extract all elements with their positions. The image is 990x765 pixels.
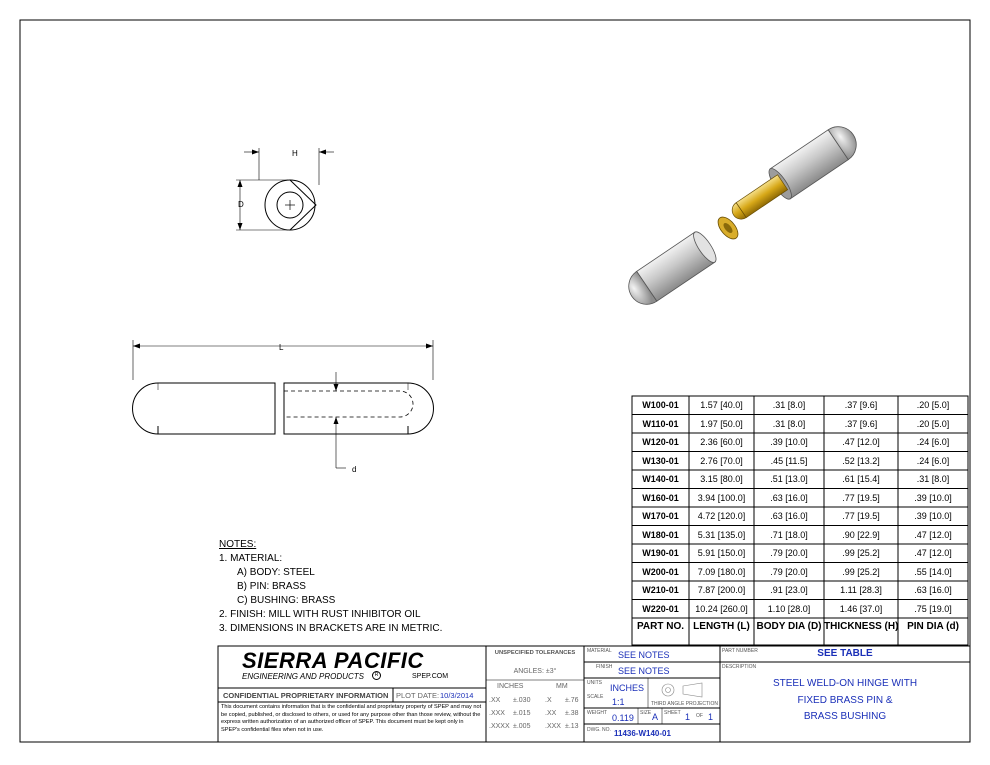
table-cell: 1.57 [40.0] xyxy=(700,400,743,410)
dim-small-d-label: d xyxy=(352,465,357,474)
plot-date-value: 10/3/2014 xyxy=(440,691,474,700)
note-line: C) BUSHING: BRASS xyxy=(237,595,336,606)
table-cell: 5.31 [135.0] xyxy=(697,529,746,540)
table-cell: .39 [10.0] xyxy=(770,437,808,447)
description-block xyxy=(720,676,970,726)
table-cell: .37 [9.6] xyxy=(844,400,878,410)
table-cell: W220-01 xyxy=(642,603,679,614)
table-cell: W110-01 xyxy=(642,418,679,429)
scale-value: 1:1 xyxy=(612,697,625,707)
table-cell: .55 [14.0] xyxy=(914,566,952,577)
table-cell: .47 [12.0] xyxy=(914,548,952,558)
company-subtitle: ENGINEERING AND PRODUCTS xyxy=(242,672,364,681)
table-header-cell: PIN DIA (d) xyxy=(907,621,959,632)
tolerance-cell: .XXX xyxy=(489,710,505,717)
sheet-value: 1 xyxy=(685,712,691,722)
material-label: MATERIAL xyxy=(587,648,612,654)
table-cell: .47 [12.0] xyxy=(914,529,952,540)
table-cell: W180-01 xyxy=(642,529,679,540)
table-cell: W210-01 xyxy=(642,585,679,595)
dim-h-label: H xyxy=(292,149,298,158)
table-cell: .37 [9.6] xyxy=(844,418,878,429)
confidential-text: This document contains information that is the confidential and proprietary property of SPEP and may not be copied, published, or disclosed to others, or used for any purpose other than those review, without the express written authorization of an authorized officer of SPEP. This document must be kept only in SPEP's confidential files when not in use. xyxy=(221,704,482,733)
table-cell: 7.09 [180.0] xyxy=(697,566,746,577)
size-label: SIZE xyxy=(640,710,652,716)
table-cell: 3.15 [80.0] xyxy=(700,474,743,484)
table-cell: .63 [16.0] xyxy=(914,585,952,595)
units-label: UNITS xyxy=(587,680,602,686)
table-cell: .52 [13.2] xyxy=(842,455,880,466)
unspecified-tolerances-label: UNSPECIFIED TOLERANCES xyxy=(494,650,576,656)
table-cell: W130-01 xyxy=(642,455,679,466)
table-cell: .77 [19.5] xyxy=(842,511,880,521)
finish-value: SEE NOTES xyxy=(618,666,670,676)
notes-block xyxy=(219,538,442,636)
table-header-cell: BODY DIA (D) xyxy=(756,621,822,632)
note-line: 2. FINISH: MILL WITH RUST INHIBITOR OIL xyxy=(219,609,421,620)
tolerance-cell: .XXX xyxy=(545,723,561,730)
description-line: FIXED BRASS PIN & xyxy=(797,694,893,706)
note-line: B) PIN: BRASS xyxy=(237,581,306,592)
dim-d-label: D xyxy=(238,200,244,209)
weight-value: 0.119 xyxy=(612,713,634,723)
note-line: 3. DIMENSIONS IN BRACKETS ARE IN METRIC. xyxy=(219,623,443,634)
registered-icon: R xyxy=(372,671,381,680)
dim-l-label: L xyxy=(279,343,284,352)
table-cell: .79 [20.0] xyxy=(770,548,808,558)
table-cell: .79 [20.0] xyxy=(770,566,808,577)
table-cell: .77 [19.5] xyxy=(842,492,880,503)
mm-label: MM xyxy=(556,683,568,690)
tolerance-cell: .XXXX xyxy=(489,723,510,730)
side-view xyxy=(133,340,434,468)
table-cell: .75 [19.0] xyxy=(914,603,952,614)
table-cell: .31 [8.0] xyxy=(916,474,950,484)
tolerance-cell: ±.015 xyxy=(513,710,531,717)
tolerance-cell: .X xyxy=(545,697,552,704)
table-cell: .31 [8.0] xyxy=(772,400,806,410)
table-cell: 10.24 [260.0] xyxy=(695,603,748,614)
inches-label: INCHES xyxy=(497,683,524,690)
table-cell: .63 [16.0] xyxy=(770,492,808,503)
tolerance-cell: ±.76 xyxy=(565,697,579,704)
table-cell: .61 [15.4] xyxy=(842,474,880,484)
tolerance-cell: ±.030 xyxy=(513,697,531,704)
table-cell: W100-01 xyxy=(642,400,679,410)
description-line: BRASS BUSHING xyxy=(803,711,887,722)
notes-heading: NOTES: xyxy=(219,539,257,550)
table-header-cell: LENGTH (L) xyxy=(693,621,750,632)
table-cell: .99 [25.2] xyxy=(842,548,880,558)
table-cell: 1.11 [28.3] xyxy=(840,585,882,595)
of-label: OF xyxy=(696,713,703,719)
table-cell: .99 [25.2] xyxy=(842,566,880,577)
confidential-title: CONFIDENTIAL PROPRIETARY INFORMATION xyxy=(223,691,389,700)
table-cell: .45 [11.5] xyxy=(770,455,808,466)
part-number-value: SEE TABLE xyxy=(817,648,873,659)
weight-label: WEIGHT xyxy=(587,710,607,716)
table-cell: .20 [5.0] xyxy=(916,418,950,429)
size-value: A xyxy=(652,712,659,722)
scale-label: SCALE xyxy=(587,694,604,700)
table-cell: .71 [18.0] xyxy=(770,529,808,540)
tolerance-cell: .XX xyxy=(489,697,501,704)
tolerance-cell: ±.13 xyxy=(565,723,579,730)
part-number-label: PART NUMBER xyxy=(722,648,758,654)
table-header-cell: THICKNESS (H) xyxy=(824,621,899,632)
table-cell: .39 [10.0] xyxy=(914,492,952,503)
table-cell: 1.46 [37.0] xyxy=(839,603,883,614)
description-line: STEEL WELD-ON HINGE WITH xyxy=(772,678,918,689)
front-view xyxy=(236,148,334,230)
table-cell: W170-01 xyxy=(642,511,679,521)
finish-label: FINISH xyxy=(596,664,613,670)
isometric-view xyxy=(622,120,863,312)
table-cell: .31 [8.0] xyxy=(772,418,806,429)
material-value: SEE NOTES xyxy=(618,650,670,660)
table-cell: .63 [16.0] xyxy=(770,511,808,521)
table-cell: 1.10 [28.0] xyxy=(767,603,811,614)
table-cell: 2.36 [60.0] xyxy=(700,437,743,447)
note-line: 1. MATERIAL: xyxy=(219,553,283,564)
table-cell: W190-01 xyxy=(642,548,679,558)
table-cell: .39 [10.0] xyxy=(914,511,952,521)
description-label: DESCRIPTION xyxy=(722,664,757,670)
table-cell: 2.76 [70.0] xyxy=(700,455,743,466)
table-cell: .90 [22.9] xyxy=(842,529,880,540)
table-cell: .20 [5.0] xyxy=(916,400,950,410)
table-cell: W140-01 xyxy=(642,474,679,484)
tolerance-cell: .XX xyxy=(545,710,557,717)
tolerance-cell: ±.005 xyxy=(513,723,531,730)
table-cell: W200-01 xyxy=(642,566,679,577)
table-cell: W120-01 xyxy=(642,437,679,447)
table-cell: 5.91 [150.0] xyxy=(697,548,746,558)
plot-date-label: PLOT DATE: xyxy=(396,691,440,700)
table-cell: 3.94 [100.0] xyxy=(697,492,746,503)
company-name: SIERRA PACIFIC xyxy=(242,648,424,673)
third-angle-projection-icon xyxy=(662,683,702,697)
of-value: 1 xyxy=(708,712,714,722)
table-cell: .24 [6.0] xyxy=(916,455,950,466)
tolerance-cell: ±.38 xyxy=(565,710,579,717)
table-cell: .47 [12.0] xyxy=(842,437,880,447)
dwg-no-value: 11436-W140-01 xyxy=(614,729,671,738)
company-website: SPEP.COM xyxy=(412,673,449,680)
note-line: A) BODY: STEEL xyxy=(237,567,315,578)
dwg-no-label: DWG. NO. xyxy=(587,727,611,733)
table-cell: W160-01 xyxy=(642,492,679,503)
table-cell: .91 [23.0] xyxy=(770,585,808,595)
table-cell: .51 [13.0] xyxy=(770,474,808,484)
table-cell: 7.87 [200.0] xyxy=(697,585,746,595)
sheet-label: SHEET xyxy=(664,710,681,716)
table-cell: .24 [6.0] xyxy=(916,437,950,447)
angles-tolerance: ANGLES: ±3° xyxy=(513,668,557,675)
units-value: INCHES xyxy=(610,683,645,693)
projection-label: THIRD ANGLE PROJECTION xyxy=(651,701,718,707)
table-header-cell: PART NO. xyxy=(636,621,685,632)
table-cell: 1.97 [50.0] xyxy=(700,418,743,429)
table-cell: 4.72 [120.0] xyxy=(697,511,746,521)
